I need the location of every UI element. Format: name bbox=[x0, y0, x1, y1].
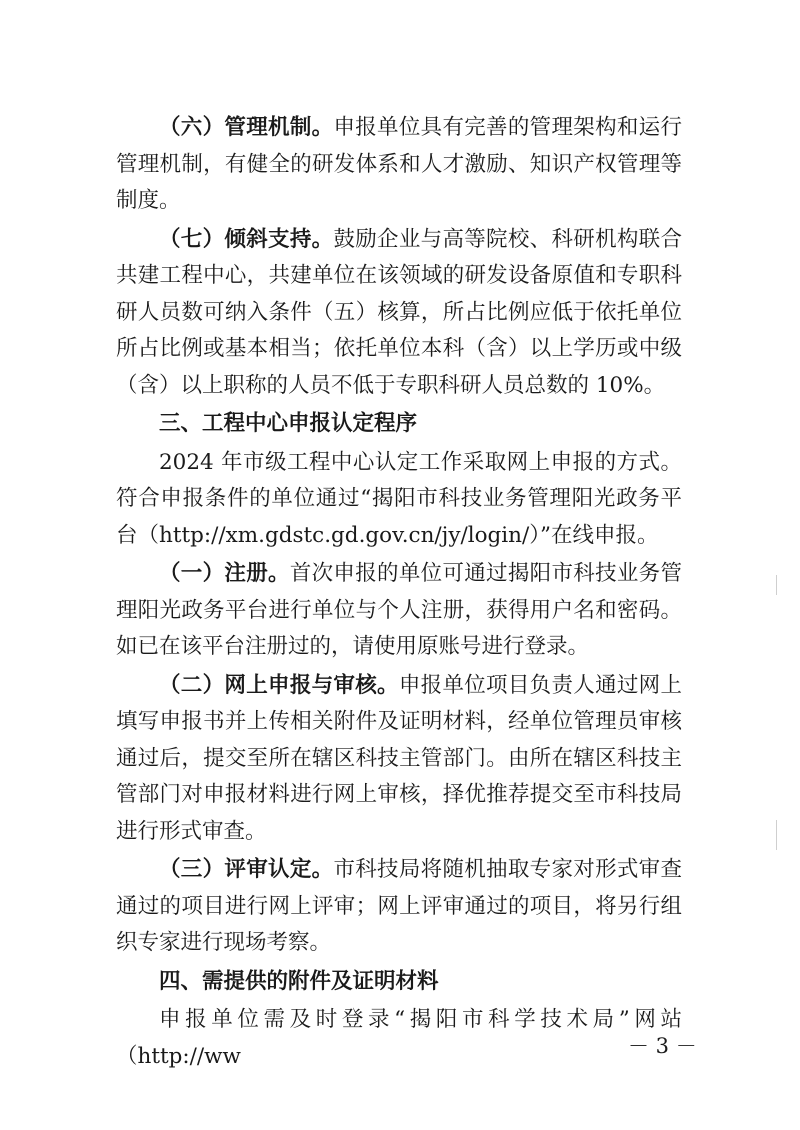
scan-mark bbox=[776, 575, 777, 595]
paragraph-review bbox=[116, 852, 682, 962]
paragraph-text: 鼓励企业与高等院校、科研机构联合共建工程中心，共建单位在该领域的研发设备原值和专职科研人员数可纳入条件（五）核算，所占比例应低于依托单位所占比例或基本相当；依托单位本科（含）以上学历或中级（含）以上职称的人员不低于专职科研人员总数的 10%。 bbox=[116, 226, 682, 398]
paragraph-lead: （三）评审认定。 bbox=[159, 857, 334, 882]
section-heading-attachments: 四、需提供的附件及证明材料 bbox=[159, 968, 439, 994]
paragraph-text: 申报单位具有完善的管理架构和运行管理机制，有健全的研发体系和人才激励、知识产权管理等制度。 bbox=[116, 115, 682, 213]
paragraph-text: 市科技局将随机抽取专家对形式审查通过的项目进行网上评审；网上评审通过的项目，将另行组织专家进行现场考察。 bbox=[116, 857, 682, 955]
scan-mark bbox=[776, 820, 777, 850]
paragraph-lead: （二）网上申报与审核。 bbox=[159, 672, 399, 698]
paragraph-management-mechanism bbox=[116, 110, 682, 220]
section-heading-procedure: 三、工程中心申报认定程序 bbox=[159, 411, 418, 436]
paragraph-online-application bbox=[116, 668, 682, 851]
paragraph-attachments-intro: 申报单位需及时登录“揭阳市科学技术局”网站（http://ww bbox=[116, 1007, 682, 1069]
document-body bbox=[116, 110, 682, 1075]
paragraph-lead: （六）管理机制。 bbox=[159, 115, 334, 140]
paragraph-procedure-intro: 2024 年市级工程中心认定工作采取网上申报的方式。符合申报条件的单位通过“揭阳市科技业务管理阳光政务平台（http://xm.gdstc.gd.gov.cn/jy/login/）”在线申报。 bbox=[116, 449, 682, 548]
paragraph-text: 首次申报的单位可通过揭阳市科技业务管理阳光政务平台进行单位与个人注册，获得用户名和密码。如已在该平台注册过的，请使用原账号进行登录。 bbox=[116, 561, 682, 659]
paragraph-preferential-support bbox=[116, 222, 682, 405]
paragraph-lead: （七）倾斜支持。 bbox=[159, 226, 334, 252]
paragraph-lead: （一）注册。 bbox=[159, 561, 290, 586]
page-number: － 3 － bbox=[628, 1034, 697, 1058]
paragraph-text: 申报单位项目负责人通过网上填写申报书并上传相关附件及证明材料，经单位管理员审核通过后，提交至所在辖区科技主管部门。由所在辖区科技主管部门对申报材料进行网上审核，择优推荐提交至市科技局进行形式审查。 bbox=[116, 672, 682, 844]
paragraph-registration bbox=[116, 556, 682, 666]
